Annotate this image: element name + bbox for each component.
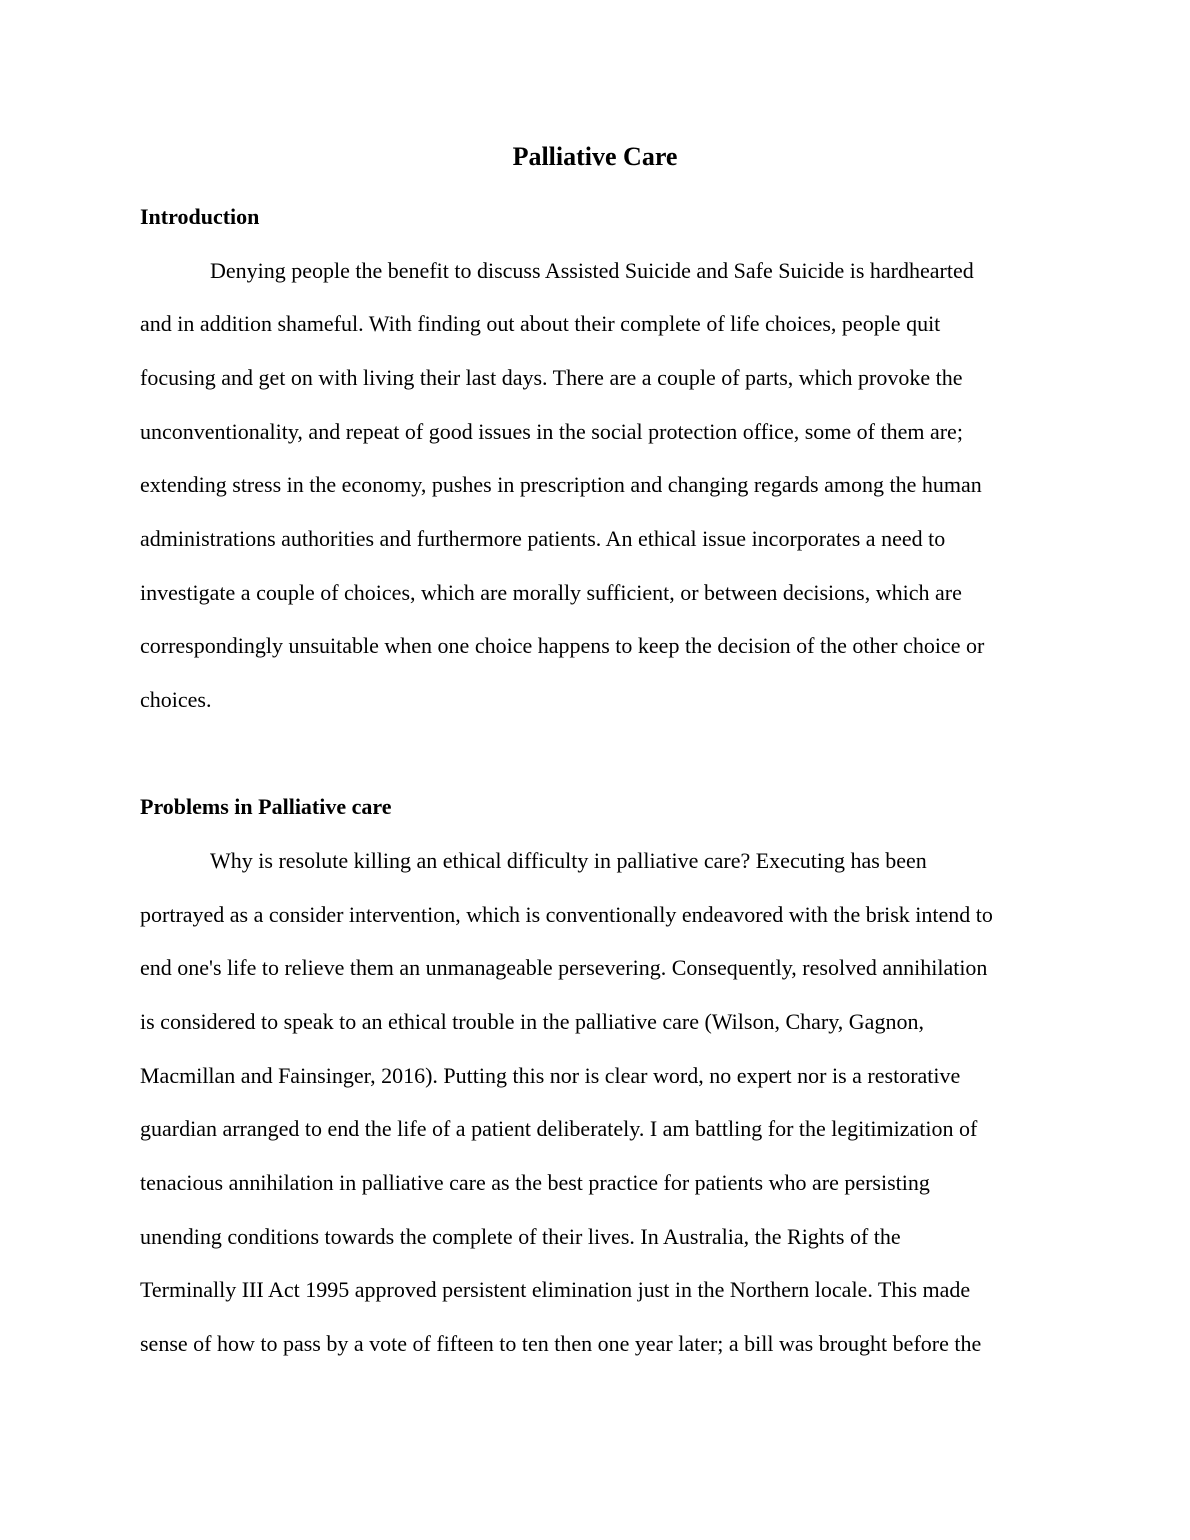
paragraph-line: investigate a couple of choices, which are morally sufficient, or between decisions, which are	[140, 580, 962, 605]
paragraph-line: unconventionality, and repeat of good issues in the social protection office, some of them are;	[140, 419, 963, 444]
paragraph-line: Macmillan and Fainsinger, 2016). Putting this nor is clear word, no expert nor is a restorative	[140, 1063, 961, 1088]
paragraph-line: and in addition shameful. With finding out about their complete of life choices, people quit	[140, 311, 941, 336]
paragraph-line: unending conditions towards the complete of their lives. In Australia, the Rights of the	[140, 1224, 901, 1249]
paragraph-line: extending stress in the economy, pushes in prescription and changing regards among the human	[140, 472, 982, 497]
section-heading-introduction: Introduction	[140, 204, 260, 229]
paragraph-line: choices.	[140, 687, 212, 712]
paragraph-line: Terminally III Act 1995 approved persistent elimination just in the Northern locale. This made	[140, 1277, 971, 1302]
paragraph-line: end one's life to relieve them an unmanageable persevering. Consequently, resolved annihilation	[140, 955, 988, 980]
paragraph-line: sense of how to pass by a vote of fifteen to ten then one year later; a bill was brought before the	[140, 1331, 982, 1356]
paragraph-line: portrayed as a consider intervention, which is conventionally endeavored with the brisk intend to	[140, 902, 993, 927]
paragraph-line: focusing and get on with living their last days. There are a couple of parts, which provoke the	[140, 365, 963, 390]
paragraph-line: Why is resolute killing an ethical difficulty in palliative care? Executing has been	[210, 848, 927, 873]
section-heading-problems: Problems in Palliative care	[140, 794, 392, 819]
paragraph-line: correspondingly unsuitable when one choice happens to keep the decision of the other choice or	[140, 633, 985, 658]
paragraph-line: guardian arranged to end the life of a patient deliberately. I am battling for the legitimization of	[140, 1116, 978, 1141]
document-title: Palliative Care	[512, 142, 678, 171]
paragraph-line: is considered to speak to an ethical trouble in the palliative care (Wilson, Chary, Gagnon,	[140, 1009, 924, 1034]
paragraph-line: administrations authorities and furthermore patients. An ethical issue incorporates a need to	[140, 526, 946, 551]
paragraph-line: tenacious annihilation in palliative care as the best practice for patients who are persisting	[140, 1170, 930, 1195]
paragraph-line: Denying people the benefit to discuss Assisted Suicide and Safe Suicide is hardhearted	[210, 258, 974, 283]
